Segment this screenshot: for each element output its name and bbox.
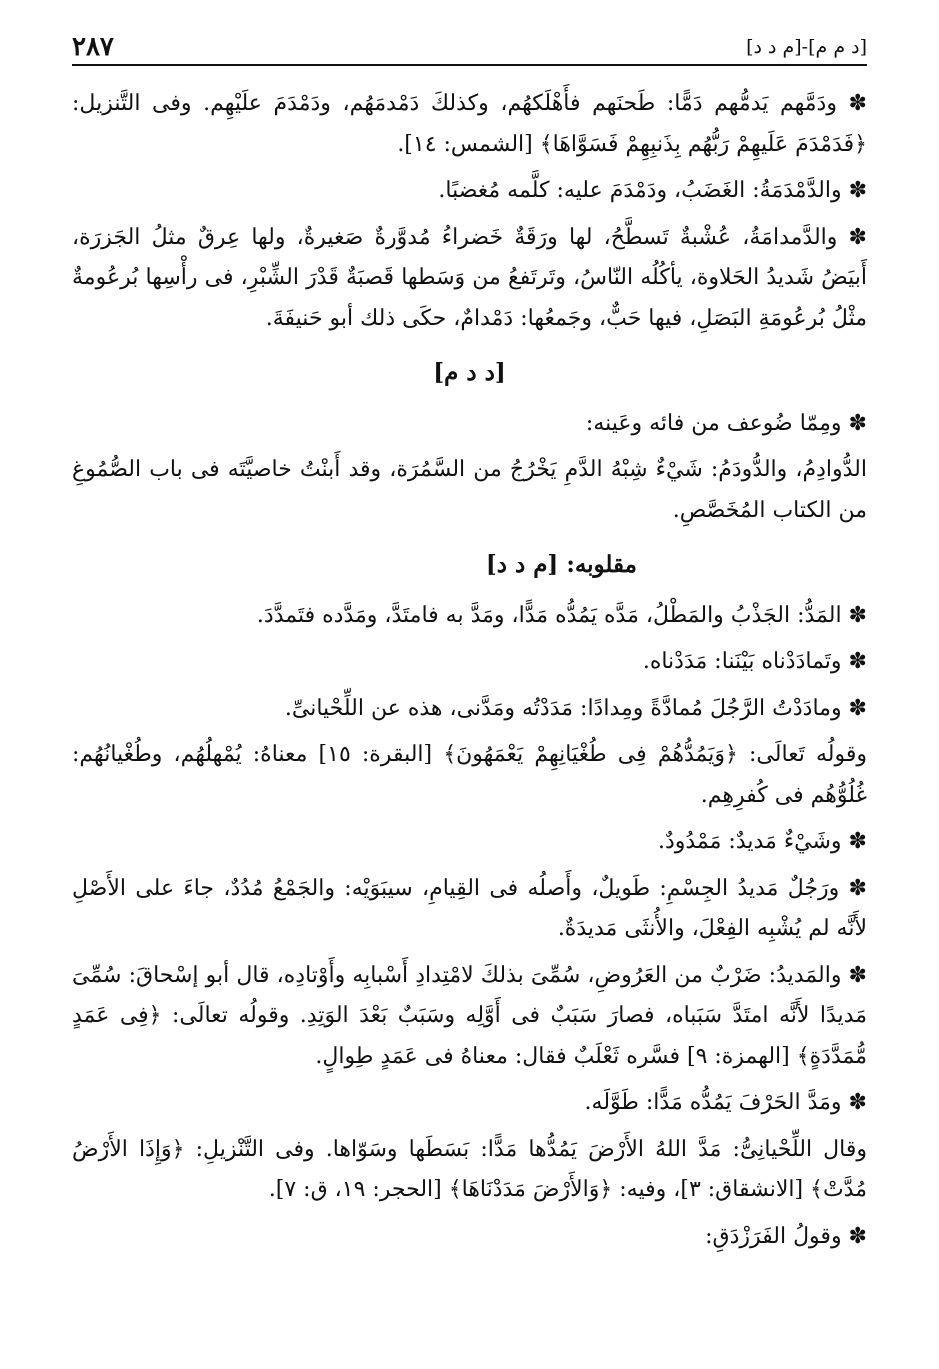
paragraph: ✽ وتَمادَدْناه بَيْنَنا: مَدَدْناه.	[642, 649, 867, 674]
paragraph: وقال اللِّحْيانِىُّ: مَدَّ اللهُ الأَرْضَ يَمُدُّها مَدًّا: بَسَطَها وسَوّاها. وفى التَّنْزيلِ: ﴿وَإِذَا الأَرْضُ مُدَّتْ﴾ [الانشقاق: ٣]، وفيه: ﴿وَالأَرْضَ مَدَدْنَاهَا﴾ [الحجر: ١٩، ق: ٧].	[72, 1136, 867, 1202]
paragraph: ✽ ومَدَّ الحَرْفَ يَمُدُّه مَدًّا: طَوَّلَه.	[584, 1090, 867, 1115]
paragraph: ✽ المَدُّ: الجَذْبُ والمَطْلُ، مَدَّه يَمُدُّه مَدًّا، ومَدَّ به فامتَدَّ، ومَدَّده فتَمدَّدَ.	[256, 602, 867, 628]
paragraph: ✽ وقولُ الفَرَزْدَقِ:	[705, 1223, 867, 1249]
paragraph: ✽ ومِمّا ضُوعف من فائه وعَينه:	[585, 410, 867, 436]
running-head: [د م م]-[م د د]	[746, 36, 867, 58]
page-body	[72, 84, 867, 1349]
paragraph: ✽ والدَّمْدَمَةُ: الغَضَبُ، ودَمْدَمَ عليه: كلَّمه مُغضبًا.	[438, 178, 867, 203]
page-number: ٢٨٧	[72, 32, 114, 62]
paragraph: ✽ والمَديدُ: ضَرْبٌ من العَرُوضِ، سُمِّىَ بذلكَ لامْتِدادِ أَسْبابِه وأَوْتادِه، قال أبو إسْحاقَ: سُمِّىَ مَديدًا لأَنَّه امتَدَّ سَبَباه، فصارَ سَبَبٌ فى أَوَّلِه وسَبَبٌ بَعْدَ الوَتِدِ. وقولُه تعالَى: ﴿فِى عَمَدٍ مُّمَدَّدَةٍ﴾ [الهمزة: ٩] فسَّره ثَعْلَبٌ فقال: معناهُ فى عَمَدٍ طِوالٍ.	[72, 962, 867, 1069]
paragraph: ✽ ورَجُلٌ مَديدُ الجِسْمِ: طَويلٌ، وأَصلُه فى القِيامِ، سيبَوَيْه: والجَمْعُ مُدُدٌ، جاءَ على الأَصْلِ لأَنَّه لم يُشْبِه الفِعْلَ، والأُنثَى مَديدَةٌ.	[72, 875, 867, 941]
paragraph: ✽ ومادَدْتُ الرَّجُلَ مُمادَّةً ومِدادًا: مَدَدْتُه ومَدَّنى، هذه عن اللِّحْيانىِّ.	[284, 695, 867, 721]
paragraph: الدُّوادِمُ، والدُّودَمُ: شَيْءٌ شِبْهُ الدَّمِ يَخْرُجُ من السَّمُرَة، وقد أَبنْتُ خاصيَّتَه فى باب الصُّمُوغِ من الكتاب المُخَصَّصِ.	[72, 457, 867, 523]
paragraph: ✽ ودَمَّهم يَدمُّهم دَمًّا: طَحنَهم فأَهْلَكهُم، وكذلكَ دَمْدمَهُم، ودَمْدَمَ علَيْهِم. وفى التَّنزيل: ﴿فَدَمْدَمَ عَلَيهِمْ رَبُّهُم بِذَنبِهِمْ فَسَوَّاهَا﴾ [الشمس: ١٤].	[72, 91, 867, 157]
section-heading: [د د م]	[433, 359, 506, 386]
paragraph: ✽ والدَّمدامَةُ، عُشْبةٌ تَسطَّحُ، لها ورَقَةٌ خَضراءُ مُدوَّرةٌ صَغيرةٌ، ولها عِرقٌ مثلُ الجَزرَة، أَبيَضُ شَديدُ الحَلاوة، يأكُلُه النّاسُ، وتَرتَفعُ من وَسَطها قَصبَةٌ قَدْرَ الشِّبْرِ، فى رأْسِها بُرعُومةٌ مثْلُ بُرعُومَةِ البَصَلِ، فيها حَبٌّ، وجَمعُها: دَمْدامٌ، حكَى ذلك أبو حَنيفَةَ.	[72, 224, 867, 331]
paragraph: ✽ وشَيْءٌ مَديدٌ: مَمْدُودٌ.	[657, 829, 867, 854]
section-heading: مقلوبه: [م د د]	[485, 551, 637, 578]
page-header	[72, 30, 867, 66]
paragraph: وقولُه تَعالَى: ﴿وَيَمُدُّهُمْ فِى طُغْيَانِهِمْ يَعْمَهُونَ﴾ [البقرة: ١٥] معناهُ: يُمْهلُهُم، وطُغْيانُهُم: غُلُوُّهُم فى كُفرِهِم.	[72, 742, 867, 808]
